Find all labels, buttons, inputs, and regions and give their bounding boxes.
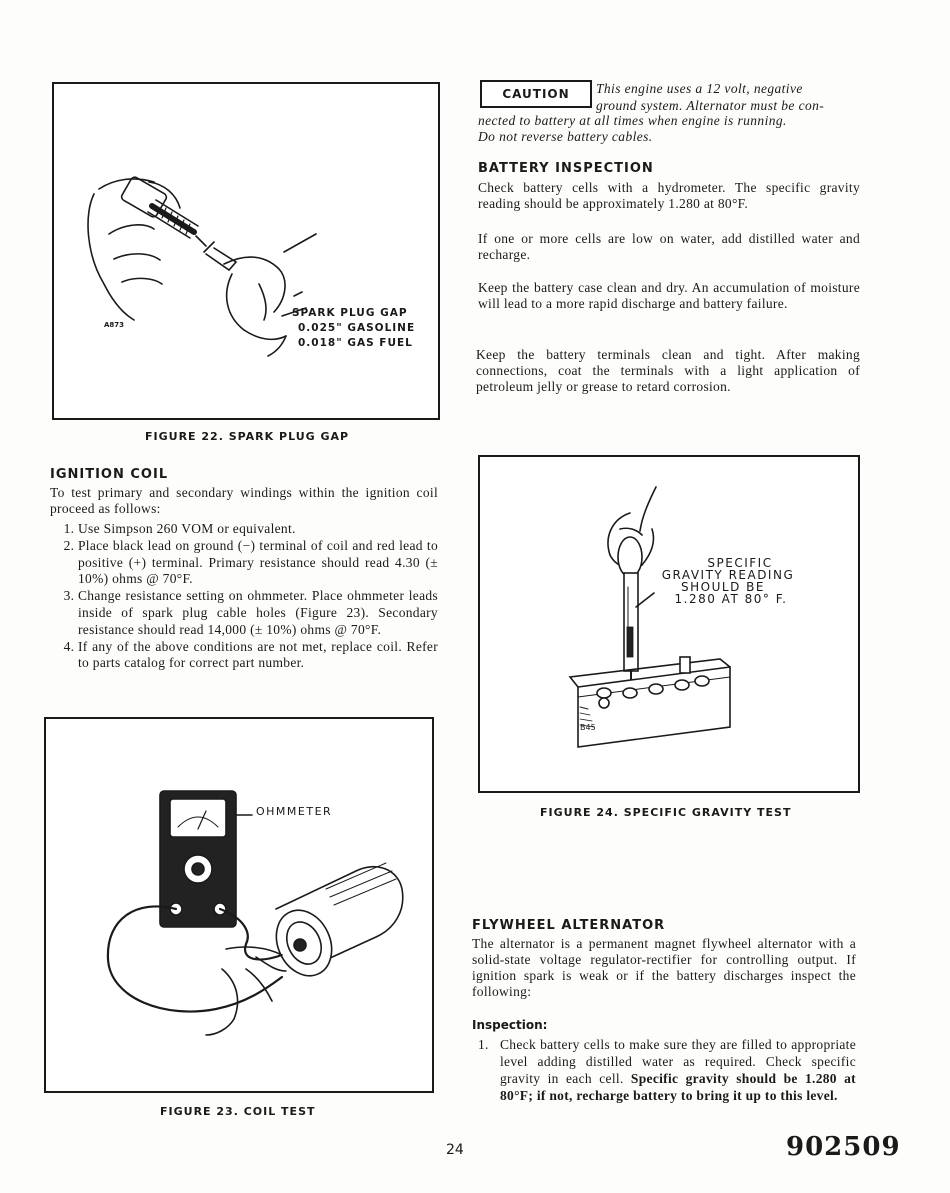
- spark-plug-gap-label-3: 0.018" GAS FUEL: [298, 337, 413, 349]
- ignition-step-2: 2. Place black lead on ground (−) terminal of coil and red lead to positive (+) terminal. Primary resistance should read 4.30 (± 10%) ohms @ 70°F.: [78, 538, 438, 588]
- coil-test-illustration: [46, 719, 432, 1091]
- ignition-coil-heading: IGNITION COIL: [50, 467, 169, 482]
- spark-plug-gap-label-1: SPARK PLUG GAP: [292, 307, 408, 319]
- hydrometer-illustration: [480, 457, 858, 791]
- figure-22-caption: FIGURE 22. SPARK PLUG GAP: [145, 430, 350, 443]
- page-number: 24: [446, 1142, 464, 1158]
- flywheel-alternator-heading: FLYWHEEL ALTERNATOR: [472, 918, 666, 933]
- figure-23-box: [44, 717, 434, 1093]
- figure-24-caption: FIGURE 24. SPECIFIC GRAVITY TEST: [540, 806, 792, 819]
- spark-plug-gap-label-2: 0.025" GASOLINE: [298, 322, 416, 334]
- ignition-step-4: 4. If any of the above conditions are not met, replace coil. Refer to parts catalog for correct part number.: [78, 639, 438, 673]
- ignition-step-1: 1. Use Simpson 260 VOM or equivalent.: [78, 521, 438, 538]
- ohmmeter-label: OHMMETER: [256, 805, 333, 818]
- specific-gravity-label-2: GRAVITY READING: [661, 568, 795, 582]
- ignition-step-3: 3. Change resistance setting on ohmmeter. Place ohmmeter leads inside of spark plug cable holes (Figure 23). Secondary resistance should read 14,000 (± 10%) ohms @ 70°F.: [78, 588, 438, 638]
- specific-gravity-label-1: SPECIFIC: [707, 556, 773, 570]
- figure-24-code: B45: [580, 723, 596, 732]
- battery-para-1: Check battery cells with a hydrometer. The specific gravity reading should be approximately 1.280 at 80°F.: [478, 180, 860, 211]
- caution-line-2: ground system. Alternator must be con-: [596, 98, 825, 113]
- figure-23-caption: FIGURE 23. COIL TEST: [160, 1105, 316, 1118]
- specific-gravity-label-4: 1.280 AT 80° F.: [674, 592, 788, 606]
- flywheel-step-1: [472, 1036, 856, 1104]
- inspection-subheading: Inspection:: [472, 1018, 548, 1032]
- figure-24-box: [478, 455, 860, 793]
- ignition-coil-intro: To test primary and secondary windings within the ignition coil proceed as follows:: [50, 485, 438, 516]
- specific-gravity-label-3: SHOULD BE: [681, 580, 765, 594]
- caution-line-3: nected to battery at all times when engine is running.: [478, 113, 787, 128]
- ignition-coil-steps: [50, 521, 438, 672]
- flywheel-step-1-bold: Specific gravity should be 1.280 at 80°F; if not, recharge battery to bring it up to this level.: [500, 1071, 856, 1103]
- spark-plug-gap-illustration: [54, 84, 438, 418]
- battery-para-3: Keep the battery case clean and dry. An accumulation of moisture will lead to a more rapid discharge and battery failure.: [478, 280, 860, 311]
- figure-22-box: [52, 82, 440, 420]
- battery-inspection-heading: BATTERY INSPECTION: [478, 161, 654, 176]
- flywheel-step-1-number: 1.: [478, 1037, 489, 1052]
- caution-line-4: Do not reverse battery cables.: [478, 129, 653, 144]
- flywheel-step-1-text: Check battery cells to make sure they are filled to appropriate level adding distilled water as required. Check specific gravity in each cell.: [500, 1037, 856, 1086]
- document-number: 902509: [786, 1132, 901, 1162]
- flywheel-intro: The alternator is a permanent magnet flywheel alternator with a solid-state voltage regulator-rectifier for controlling output. If ignition spark is weak or if the battery discharges inspect the following:: [472, 936, 856, 999]
- caution-line-1: This engine uses a 12 volt, negative: [596, 81, 803, 96]
- battery-para-2: If one or more cells are low on water, add distilled water and recharge.: [478, 231, 860, 262]
- battery-para-4: Keep the battery terminals clean and tight. After making connections, coat the terminals with a light application of petroleum jelly or grease to retard corrosion.: [476, 347, 860, 394]
- flywheel-step-1-body: [500, 1036, 856, 1104]
- caution-badge: CAUTION: [480, 80, 592, 108]
- figure-22-code: A873: [104, 321, 125, 329]
